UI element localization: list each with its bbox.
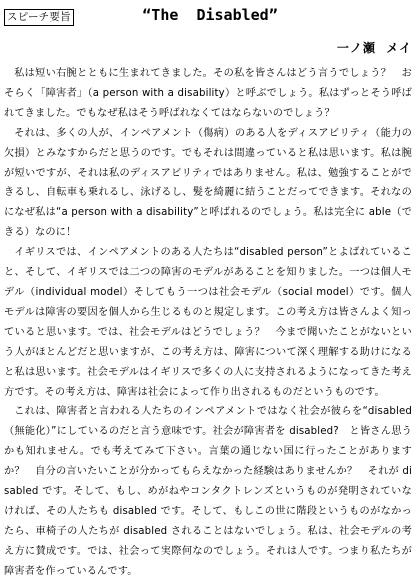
paragraph: これは、障害者と言われる人たちのインペアメントではなく社会が彼らを“disabled（無能化）”にしているのだと言う意味です。社会が障害者を disabled? と皆さん思うかも知れません。でも考えてみて下さい。言葉の通じない国に行ったことがありますか？ 自分の言いたいことが分かってもらえなかった経験はありませんか？ それが disabled です。そして、もし、めがねやコンタクトレンズというものが発明されていなければ、その人たちも disabled です。そして、もしこの世に階段というものがなかったら、車椅子の人たちが disabled されることはないでしょう。私は、社会モデルの考え方に賛成です。では、社会って実際何なのでしょう。それは人です。つまり私たちが障害者を作っているんです。 <box>4 406 412 577</box>
author-name: 一ノ瀬 メイ <box>336 41 412 55</box>
paragraph: 私は短い右腕とともに生まれてきました。その私を皆さんはどう言うでしょう？ おそらく「障害者」（a person with a disability）と呼ぶでしょう。私はずっとそう呼ばれてきました。でもなぜ私はそう呼ばれなくてはならないのでしょう？ <box>4 68 412 119</box>
speech-body <box>4 64 412 582</box>
speech-title: “The Disabled” <box>142 6 278 24</box>
paragraph: それは、多くの人が、インペアメント（傷病）のある人をディスアビリティ（能力の欠損）とみなすからだと思うのです。でもそれは間違っていると私は思います。私は腕が短いですが、それは私のディスアビリティではありません。私は、勉強することができるし、自転車も乗れるし、泳げるし、髪を綺麗に結うことだってできます。それなのになぜ私は“a person with a disability”と呼ばれるのでしょう。私は完全に able（できる）なのに！ <box>4 127 412 239</box>
paragraph: イギリスでは、インペアメントのある人たちは“disabled person”とよばれていること、そして、イギリスでは二つの障害のモデルがあることを知りました。一つは個人モデル（individual model）そしてもう一つは社会モデル（social model）です。個人モデルは障害の要因を個人から生じるものと規定します。この考え方は皆さんよく知っていると思います。では、社会モデルはどうでしょう？ 今まで聞いたことがないという人がほとんどだと思いますが、この考え方は、障害について深く理解する助けになると私は思います。社会モデルはイギリスで多くの人に支持されるようになってきた考え方です。その考え方は、障害は社会によって作り出されるものだというものです。 <box>4 247 412 398</box>
section-tag: スピーチ要旨 <box>4 9 74 26</box>
